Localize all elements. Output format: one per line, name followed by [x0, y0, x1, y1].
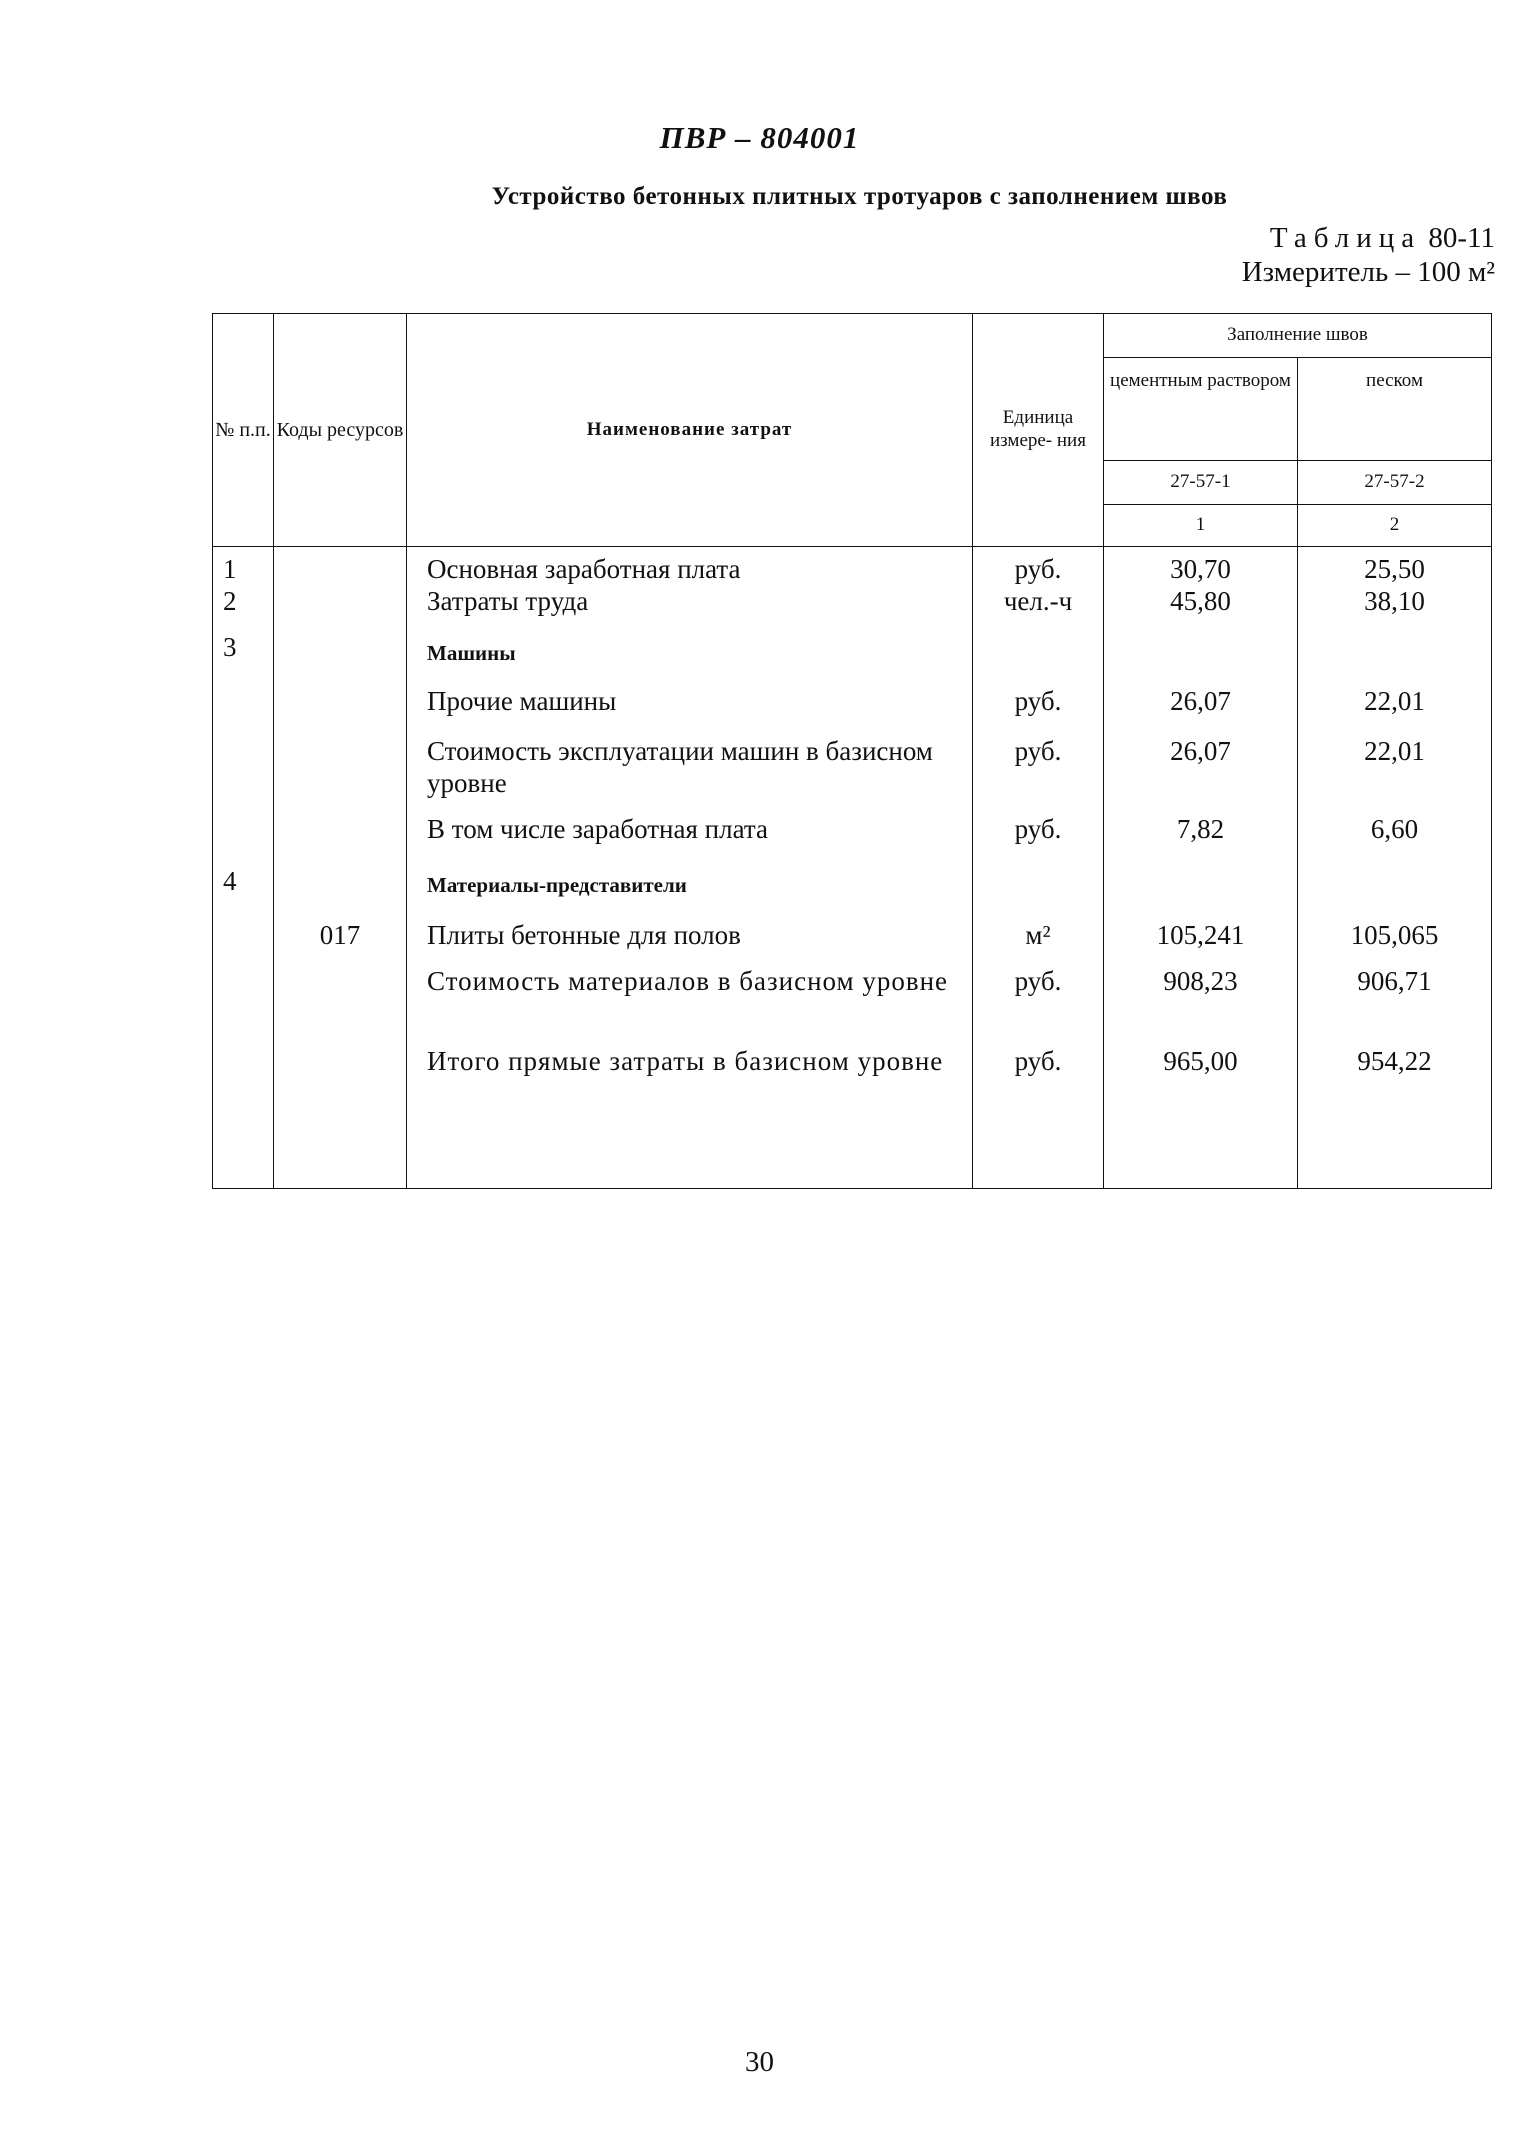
row-num: 4 — [213, 853, 274, 913]
row-value-2: 906,71 — [1298, 959, 1492, 1041]
section-machines: Машины — [407, 623, 973, 677]
row-value-1: 45,80 — [1104, 585, 1298, 623]
row-value-1: 26,07 — [1104, 725, 1298, 809]
row-code — [274, 585, 407, 623]
table-row-section — [213, 623, 1492, 677]
row-value-1: 105,241 — [1104, 913, 1298, 959]
document-title: Устройство бетонных плитных тротуаров с заполнением швов — [491, 183, 1228, 210]
row-code — [274, 547, 407, 586]
row-num — [213, 913, 274, 959]
row-code — [274, 725, 407, 809]
col-header-codes: Коды ресурсов — [274, 314, 407, 547]
document-code: ПВР – 804001 — [659, 120, 860, 155]
row-code — [274, 1041, 407, 1188]
row-num — [213, 677, 274, 725]
row-value-1: 965,00 — [1104, 1041, 1298, 1188]
row-value-1: 30,70 — [1104, 547, 1298, 586]
table-row — [213, 585, 1492, 623]
row-value-2 — [1298, 853, 1492, 913]
row-unit: руб. — [973, 725, 1104, 809]
row-code: 017 — [274, 913, 407, 959]
table-row — [213, 809, 1492, 853]
row-name: Затраты труда — [407, 585, 973, 623]
row-value-2: 954,22 — [1298, 1041, 1492, 1188]
row-num: 2 — [213, 585, 274, 623]
cost-table — [212, 313, 1492, 1189]
page-number: 30 — [745, 2046, 774, 2078]
table-row — [213, 677, 1492, 725]
row-unit: руб. — [973, 677, 1104, 725]
row-value-1 — [1104, 623, 1298, 677]
row-code — [274, 623, 407, 677]
row-value-2: 25,50 — [1298, 547, 1492, 586]
row-num: 3 — [213, 623, 274, 677]
row-num — [213, 1041, 274, 1188]
table-label — [1270, 222, 1495, 255]
table-row — [213, 547, 1492, 586]
row-value-1 — [1104, 853, 1298, 913]
row-value-2: 6,60 — [1298, 809, 1492, 853]
row-name: Итого прямые затраты в базисном уровне — [407, 1041, 973, 1188]
row-unit: м² — [973, 913, 1104, 959]
col-code-2: 27-57-2 — [1298, 461, 1492, 505]
col-header-cement: цементным раствором — [1104, 358, 1298, 461]
row-value-2: 22,01 — [1298, 677, 1492, 725]
row-value-2: 38,10 — [1298, 585, 1492, 623]
row-unit: руб. — [973, 547, 1104, 586]
measure-unit: Измеритель – 100 м² — [1241, 256, 1495, 288]
col-header-group: Заполнение швов — [1104, 314, 1492, 358]
row-unit: руб. — [973, 809, 1104, 853]
row-value-2: 22,01 — [1298, 725, 1492, 809]
table-row — [213, 725, 1492, 809]
row-unit — [973, 853, 1104, 913]
col-header-num: № п.п. — [213, 314, 274, 547]
table-row-section — [213, 853, 1492, 913]
section-materials: Материалы-представители — [407, 853, 973, 913]
row-num: 1 — [213, 547, 274, 586]
row-value-1: 908,23 — [1104, 959, 1298, 1041]
row-unit: руб. — [973, 1041, 1104, 1188]
row-code — [274, 853, 407, 913]
row-name: В том числе заработная плата — [407, 809, 973, 853]
row-num — [213, 809, 274, 853]
row-num — [213, 725, 274, 809]
row-name: Основная заработная плата — [407, 547, 973, 586]
col-header-name: Наименование затрат — [407, 314, 973, 547]
row-unit: чел.-ч — [973, 585, 1104, 623]
table-row — [213, 913, 1492, 959]
row-code — [274, 959, 407, 1041]
row-value-2 — [1298, 623, 1492, 677]
row-name: Стоимость материалов в базисном уровне — [407, 959, 973, 1041]
col-header-unit: Единица измере- ния — [973, 314, 1104, 547]
row-num — [213, 959, 274, 1041]
table-row — [213, 959, 1492, 1041]
col-index-1: 1 — [1104, 505, 1298, 547]
row-value-2: 105,065 — [1298, 913, 1492, 959]
table-label-word: Таблица — [1269, 222, 1422, 254]
col-index-2: 2 — [1298, 505, 1492, 547]
row-unit: руб. — [973, 959, 1104, 1041]
row-value-1: 7,82 — [1104, 809, 1298, 853]
table-number: 80-11 — [1428, 222, 1495, 254]
col-code-1: 27-57-1 — [1104, 461, 1298, 505]
row-name: Стоимость эксплуатации машин в базисном уровне — [407, 725, 973, 809]
row-code — [274, 809, 407, 853]
row-unit — [973, 623, 1104, 677]
table-row — [213, 1041, 1492, 1188]
row-name: Плиты бетонные для полов — [407, 913, 973, 959]
col-header-sand: песком — [1298, 358, 1492, 461]
row-name: Прочие машины — [407, 677, 973, 725]
row-code — [274, 677, 407, 725]
row-value-1: 26,07 — [1104, 677, 1298, 725]
